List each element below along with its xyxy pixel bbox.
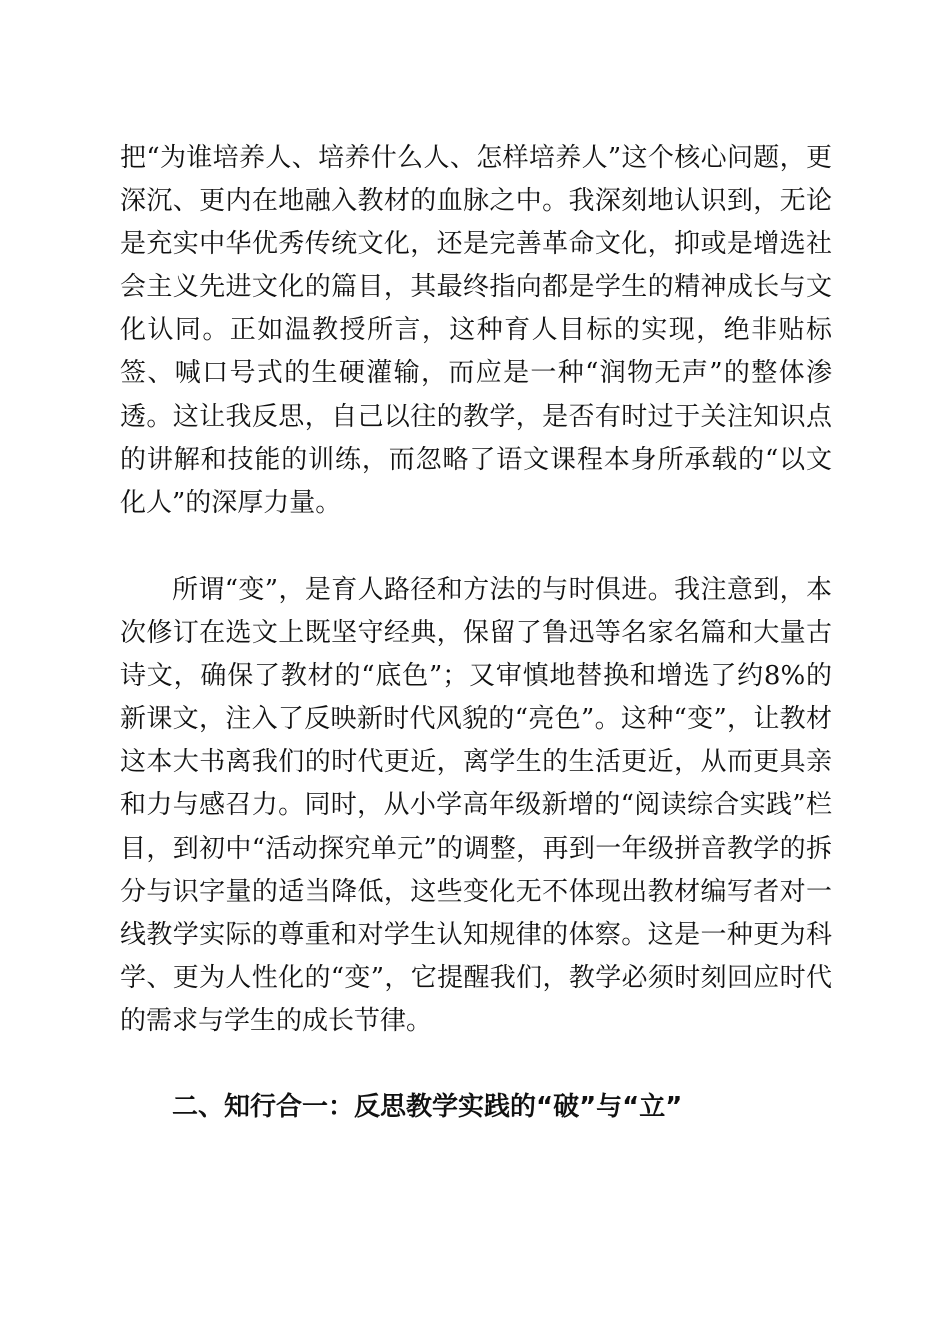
section-heading: 二、知行合一：反思教学实践的“破”与“立” bbox=[172, 1092, 683, 1122]
body-paragraph-2: 所谓“变”，是育人路径和方法的与时俱进。我注意到，本次修订在选文上既坚守经典，保留了鲁迅等名家名篇和大量古诗文，确保了教材的“底色”；又审慎地替换和增选了约8%的新课文，注入了反映新时代风貌的“亮色”。这种“变”，让教材这本大书离我们的时代更近，离学生的生活更近，从而更具亲和力与感召力。同时，从小学高年级新增的“阅读综合实践”栏目，到初中“活动探究单元”的调整，再到一年级拼音教学的拆分与识字量的适当降低，这些变化无不体现出教材编写者对一线教学实际的尊重和对学生认知规律的体察。这是一种更为科学、更为人性化的“变”，它提醒我们，教学必须时刻回应时代的需求与学生的成长节律。 bbox=[120, 575, 832, 1036]
body-paragraph-1: 把“为谁培养人、培养什么人、怎样培养人”这个核心问题，更深沉、更内在地融入教材的血脉之中。我深刻地认识到，无论是充实中华优秀传统文化，还是完善革命文化，抑或是增选社会主义先进文化的篇目，其最终指向都是学生的精神成长与文化认同。正如温教授所言，这种育人目标的实现，绝非贴标签、喊口号式的生硬灌输，而应是一种“润物无声”的整体渗透。这让我反思，自己以往的教学，是否有时过于关注知识点的讲解和技能的训练，而忽略了语文课程本身所承载的“以文化人”的深厚力量。 bbox=[120, 143, 832, 518]
